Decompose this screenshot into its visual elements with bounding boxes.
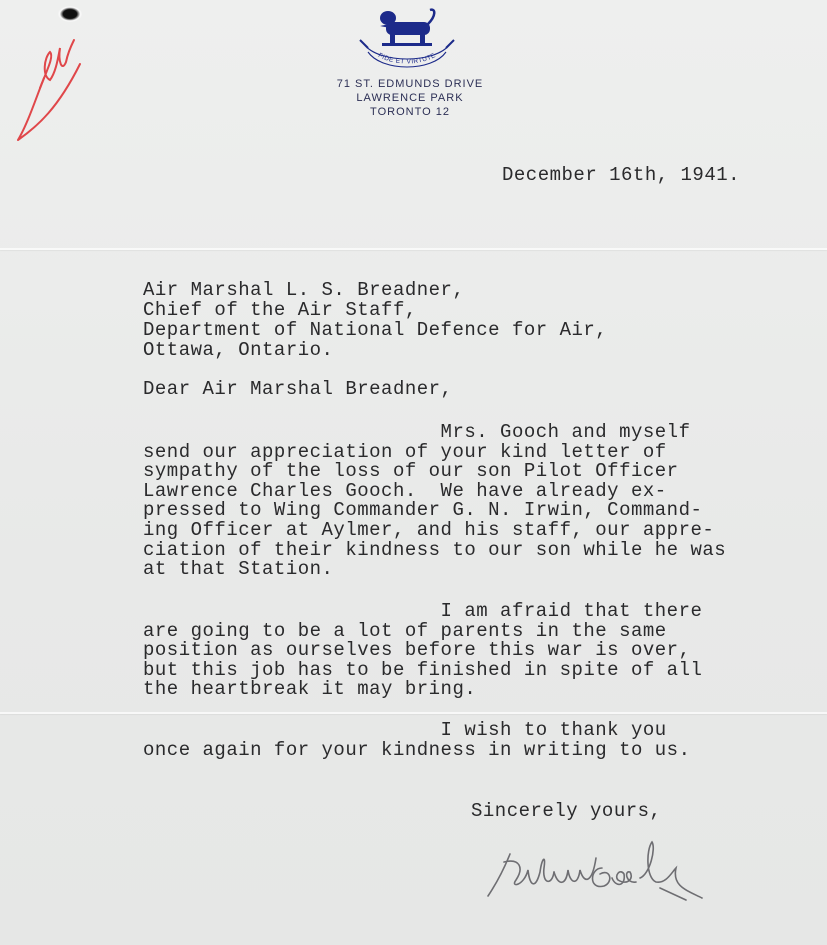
address-line: LAWRENCE PARK: [356, 92, 464, 104]
recipient-line: Air Marshal L. S. Breadner,: [143, 279, 465, 301]
recipient-line: Ottawa, Ontario.: [143, 339, 334, 361]
paragraph-line: Mrs. Gooch and myself: [143, 421, 691, 443]
letter-date: December 16th, 1941.: [502, 164, 741, 186]
recipient-line: Chief of the Air Staff,: [143, 299, 417, 321]
paragraph-line: position as ourselves before this war is over,: [143, 639, 691, 662]
fold-line: [0, 248, 827, 250]
fold-line: [0, 712, 827, 714]
paragraph-1: [143, 423, 726, 580]
punch-hole: [58, 6, 82, 22]
closing: Sincerely yours,: [471, 800, 662, 822]
paragraph-line: I wish to thank you: [143, 719, 667, 741]
paragraph-line: are going to be a lot of parents in the same: [143, 619, 667, 642]
paragraph-line: pressed to Wing Commander G. N. Irwin, Command-: [143, 499, 703, 522]
paragraph-line: sympathy of the loss of our son Pilot Officer: [143, 460, 679, 483]
address-line: 71 ST. EDMUNDS DRIVE: [336, 78, 484, 90]
address-line: TORONTO 12: [370, 106, 450, 118]
paragraph-line: the heartbreak it may bring.: [143, 678, 477, 701]
salutation: Dear Air Marshal Breadner,: [143, 378, 453, 400]
paragraph-line: send our appreciation of your kind letter of: [143, 440, 667, 463]
paragraph-line: at that Station.: [143, 558, 334, 581]
paragraph-3: [143, 721, 691, 760]
paragraph-line: once again for your kindness in writing to us.: [143, 738, 691, 761]
paragraph-2: [143, 602, 702, 700]
handwritten-signature: [480, 828, 720, 908]
paragraph-line: ing Officer at Aylmer, and his staff, our appre-: [143, 518, 715, 541]
crest-motto: FIDE ET VIRTUTE: [376, 51, 438, 66]
paragraph-line: Lawrence Charles Gooch. We have already ex-: [143, 479, 667, 502]
letterhead-address: [290, 77, 530, 119]
paragraph-line: but this job has to be finished in spite of all: [143, 658, 703, 681]
paragraph-line: I am afraid that there: [143, 600, 703, 622]
family-crest-logo: [356, 6, 458, 72]
red-pencil-annotation: [14, 28, 84, 146]
paragraph-line: ciation of their kindness to our son while he was: [143, 538, 727, 561]
recipient-address: [143, 280, 607, 360]
recipient-line: Department of National Defence for Air,: [143, 319, 608, 341]
